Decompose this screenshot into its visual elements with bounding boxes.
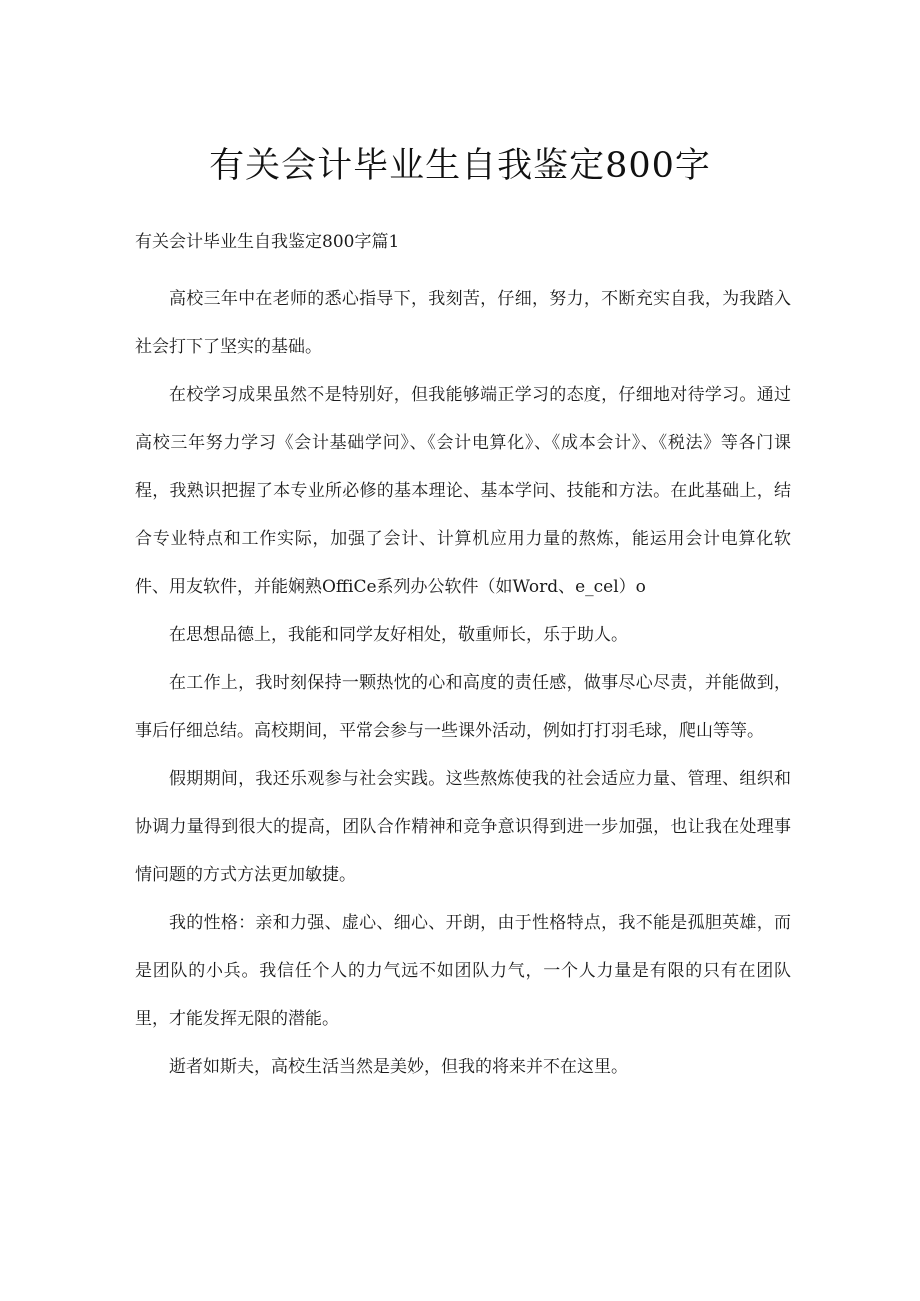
document-title: 有关会计毕业生自我鉴定800字: [209, 146, 711, 186]
document-body: [135, 275, 791, 1091]
paragraph: 在校学习成果虽然不是特别好，但我能够端正学习的态度，仔细地对待学习。通过高校三年努力学习《会计基础学问》、《会计电算化》、《成本会计》、《税法》等各门课程，我熟识把握了本专业所必修的基本理论、基本学问、技能和方法。在此基础上，结合专业特点和工作实际，加强了会计、计算机应用力量的熬炼，能运用会计电算化软件、用友软件，并能娴熟OffiCe系列办公软件（如Word、e_cel）o: [135, 385, 791, 597]
section-heading: 有关会计毕业生自我鉴定800字篇1: [135, 232, 400, 252]
paragraph: 在思想品德上，我能和同学友好相处，敬重师长，乐于助人。: [169, 625, 628, 645]
paragraph: 在工作上，我时刻保持一颗热忱的心和高度的责任感，做事尽心尽责，并能做到，事后仔细总结。高校期间，平常会参与一些课外活动，例如打打羽毛球，爬山等等。: [135, 673, 791, 741]
paragraph: 我的性格：亲和力强、虚心、细心、开朗，由于性格特点，我不能是孤胆英雄，而是团队的小兵。我信任个人的力气远不如团队力气，一个人力量是有限的只有在团队里，才能发挥无限的潜能。: [135, 913, 791, 1029]
paragraph: 逝者如斯夫，高校生活当然是美妙，但我的将来并不在这里。: [169, 1057, 628, 1077]
paragraph: 假期期间，我还乐观参与社会实践。这些熬炼使我的社会适应力量、管理、组织和协调力量得到很大的提高，团队合作精神和竞争意识得到进一步加强，也让我在处理事情问题的方式方法更加敏捷。: [135, 769, 791, 885]
paragraph: 高校三年中在老师的悉心指导下，我刻苦，仔细，努力，不断充实自我，为我踏入社会打下了坚实的基础。: [135, 289, 791, 357]
